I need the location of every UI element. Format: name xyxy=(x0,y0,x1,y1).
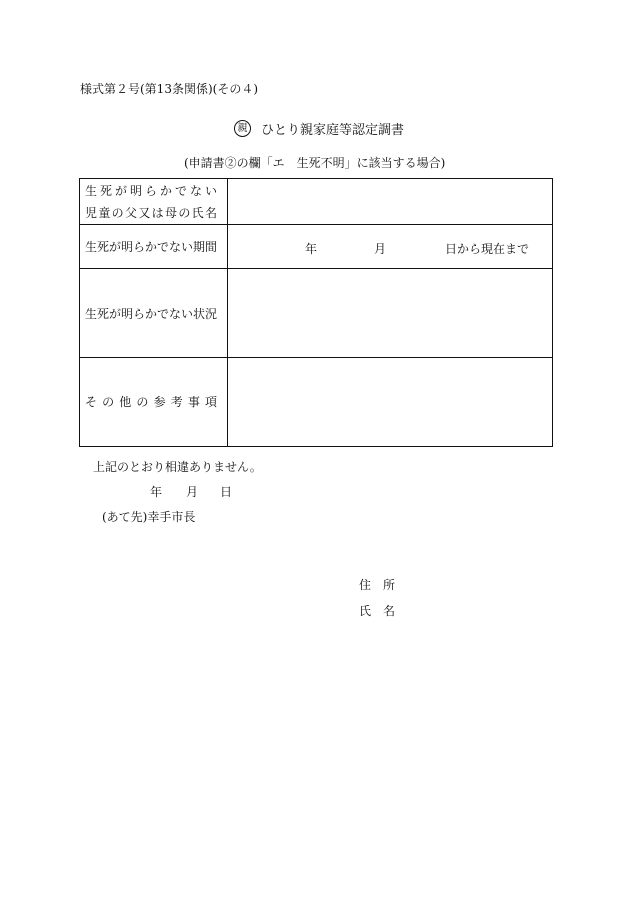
table-row-parent-name xyxy=(80,179,553,225)
table-row-period xyxy=(80,225,553,269)
parent-name-label xyxy=(80,179,228,225)
notes-label xyxy=(80,358,228,447)
addressee: (あて先)幸手市長 xyxy=(102,510,196,524)
name-label: 氏 名 xyxy=(359,604,396,618)
document-title xyxy=(234,119,404,138)
title-text: ひとり親家庭等認定調書 xyxy=(261,123,405,138)
parent-name-field[interactable] xyxy=(228,179,553,225)
notes-field[interactable] xyxy=(228,358,553,447)
situation-label-text: 生死が明らかでない状況 xyxy=(85,306,218,321)
table-row-situation xyxy=(80,269,553,358)
notes-label-text: その他の参考事項 xyxy=(85,395,217,409)
period-day-suffix: 日から現在まで xyxy=(445,241,530,256)
table-row-notes xyxy=(80,358,553,447)
address-label: 住 所 xyxy=(359,578,396,592)
document-subtitle: (申請書②の欄「エ 生死不明」に該当する場合) xyxy=(184,156,446,170)
date-day-unit: 日 xyxy=(220,485,233,499)
confirmation-statement: 上記のとおり相違ありません。 xyxy=(93,460,262,474)
period-field[interactable] xyxy=(228,225,553,269)
period-label-text: 生死が明らかでない期間 xyxy=(85,240,218,254)
period-month-unit: 月 xyxy=(374,241,387,256)
circled-oya-mark: 親 xyxy=(234,120,251,137)
parent-name-label-line2: 児童の父又は母の氏名 xyxy=(85,205,217,220)
certification-table xyxy=(79,178,553,447)
date-year-unit: 年 xyxy=(150,485,163,499)
situation-field[interactable] xyxy=(228,269,553,358)
period-year-unit: 年 xyxy=(305,241,318,256)
period-label xyxy=(80,225,228,269)
parent-name-label-line1: 生死が明らかでない xyxy=(85,183,217,198)
form-number: 様式第２号(第13条関係)(その４) xyxy=(80,82,258,96)
date-month-unit: 月 xyxy=(186,485,199,499)
situation-label xyxy=(80,269,228,358)
